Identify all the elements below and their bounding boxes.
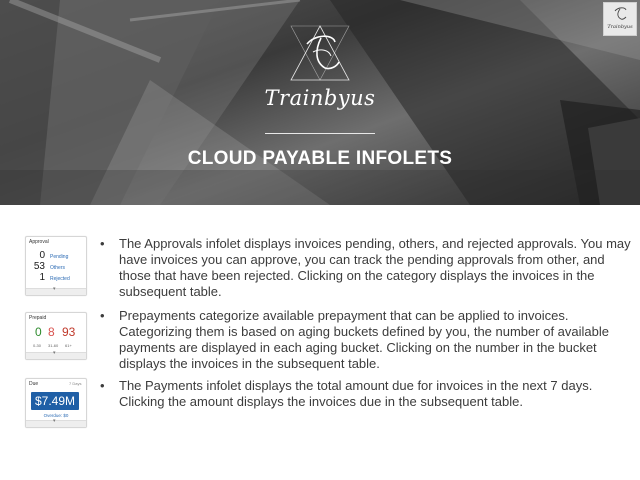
corner-logo-name: Trainbyus: [607, 24, 633, 30]
prepaid-infolet-title: Prepaid: [29, 315, 47, 321]
corner-logo: [603, 2, 637, 36]
monogram-logo-icon: [285, 22, 355, 84]
prepaid-bucket-value[interactable]: 93: [62, 325, 76, 339]
prepaid-bucket-value[interactable]: 0: [35, 325, 42, 339]
brand-name: Trainbyus: [264, 86, 376, 110]
bullet-icon: •: [100, 236, 105, 251]
chevron-down-icon: ▾: [53, 350, 56, 356]
pending-count: 0: [39, 250, 45, 261]
page-title: CLOUD PAYABLE INFOLETS: [187, 148, 453, 169]
bullet-icon: •: [100, 378, 105, 393]
overdue-link[interactable]: Overdue: $0: [43, 413, 69, 418]
list-item: [100, 308, 632, 372]
approval-infolet[interactable]: [25, 236, 87, 296]
list-item: [100, 378, 632, 410]
due-infolet[interactable]: [25, 378, 87, 428]
due-period-label: 7 Days: [69, 381, 82, 386]
prepaid-bucket-label: 61+: [65, 343, 72, 348]
prepaid-bucket-label: 0-30: [33, 343, 42, 348]
payments-description: The Payments infolet displays the total amount due for invoices in the next 7 days. Clicking the amount displays the invoices due in the subsequent table.: [119, 378, 593, 409]
rejected-count: 1: [39, 272, 45, 283]
due-infolet-title: Due: [29, 381, 39, 387]
due-expand-bar[interactable]: [26, 420, 86, 427]
prepaid-bucket-label: 31-60: [48, 343, 59, 348]
rejected-label: Rejected: [50, 276, 70, 282]
prepaid-bucket-value[interactable]: 8: [48, 325, 55, 339]
approval-infolet-title: Approval: [29, 239, 49, 245]
chevron-down-icon: ▾: [53, 418, 56, 424]
corner-monogram-icon: [604, 3, 636, 23]
list-item: [100, 236, 632, 300]
prepaid-expand-bar[interactable]: [26, 352, 86, 359]
approvals-description: The Approvals infolet displays invoices pending, others, and rejected approvals. You may have invoices you can approve, you can track the pending approvals from other, and those that have been rejected. Clicking on the category displays the invoices in the subsequent table.: [119, 236, 631, 299]
approval-expand-bar[interactable]: [26, 288, 86, 295]
chevron-down-icon: ▾: [53, 286, 56, 292]
header-banner: [0, 0, 640, 205]
others-count: 53: [33, 261, 45, 272]
due-amount: $7.49M: [34, 394, 76, 408]
prepayments-description: Prepayments categorize available prepayment that can be applied to invoices. Categorizing them is based on aging buckets defined by you, the number of available payments are displayed in each aging bucket. Clicking on the number in the bucket displays the invoices in the subsequent table.: [119, 308, 609, 371]
pending-label: Pending: [50, 254, 69, 260]
prepaid-infolet[interactable]: [25, 312, 87, 360]
others-label: Others: [50, 265, 66, 271]
due-amount-button[interactable]: [31, 392, 79, 410]
bullet-icon: •: [100, 308, 105, 323]
title-divider: [265, 133, 375, 134]
